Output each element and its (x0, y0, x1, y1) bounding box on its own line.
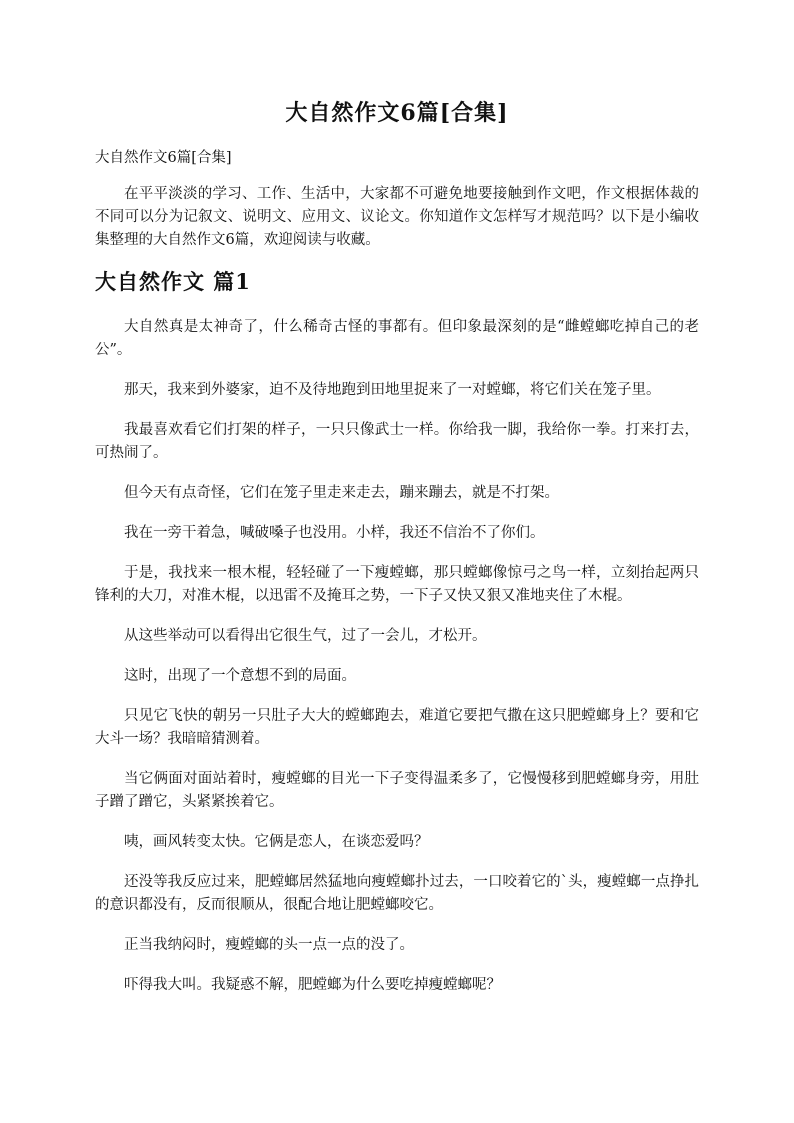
body-paragraph: 从这些举动可以看得出它很生气，过了一会儿，才松开。 (124, 628, 487, 644)
body-paragraph: 我在一旁干着急，喊破嗓子也没用。小样，我还不信治不了你们。 (124, 525, 545, 541)
body-paragraph: 那天，我来到外婆家，迫不及待地跑到田地里捉来了一对螳螂，将它们关在笼子里。 (124, 382, 661, 398)
body-paragraph: 咦，画风转变太快。它俩是恋人，在谈恋爱吗？ (124, 834, 429, 850)
body-paragraph: 还没等我反应过来，肥螳螂居然猛地向瘦螳螂扑过去，一口咬着它的`头，瘦螳螂一点挣扎的意识都没有，反而很顺从，很配合地让肥螳螂咬它。 (95, 874, 699, 913)
intro-paragraph: 在平平淡淡的学习、工作、生活中，大家都不可避免地要接触到作文吧，作文根据体裁的不同可以分为记叙文、说明文、应用文、议论文。你知道作文怎样写才规范吗？以下是小编收集整理的大自然作文6篇，欢迎阅读与收藏。 (95, 186, 699, 248)
body-paragraph: 大自然真是太神奇了，什么稀奇古怪的事都有。但印象最深刻的是“雌螳螂吃掉自己的老公”。 (95, 319, 699, 358)
body-paragraph: 我最喜欢看它们打架的样子，一只只像武士一样。你给我一脚，我给你一拳。打来打去，可热闹了。 (95, 422, 699, 461)
body-paragraph: 于是，我找来一根木棍，轻轻碰了一下瘦螳螂，那只螳螂像惊弓之鸟一样，立刻抬起两只锋利的大刀，对准木棍，以迅雷不及掩耳之势，一下子又快又狠又准地夹住了木棍。 (95, 565, 699, 604)
section-body (95, 316, 699, 1014)
section-heading: 大自然作文 篇1 (95, 269, 251, 294)
body-paragraph: 这时，出现了一个意想不到的局面。 (124, 668, 356, 684)
document-title: 大自然作文6篇[合集] (285, 100, 509, 126)
body-paragraph: 只见它飞快的朝另一只肚子大大的螳螂跑去，难道它要把气撒在这只肥螳螂身上？要和它大斗一场？我暗暗猜测着。 (95, 708, 699, 747)
body-paragraph: 吓得我大叫。我疑惑不解，肥螳螂为什么要吃掉瘦螳螂呢？ (124, 977, 501, 993)
body-paragraph: 但今天有点奇怪，它们在笼子里走来走去，蹦来蹦去，就是不打架。 (124, 485, 559, 501)
body-paragraph: 当它俩面对面站着时，瘦螳螂的目光一下子变得温柔多了，它慢慢移到肥螳螂身旁，用肚子蹭了蹭它，头紧紧挨着它。 (95, 771, 699, 810)
body-paragraph: 正当我纳闷时，瘦螳螂的头一点一点的没了。 (124, 937, 414, 953)
document-subtitle: 大自然作文6篇[合集] (95, 150, 232, 166)
